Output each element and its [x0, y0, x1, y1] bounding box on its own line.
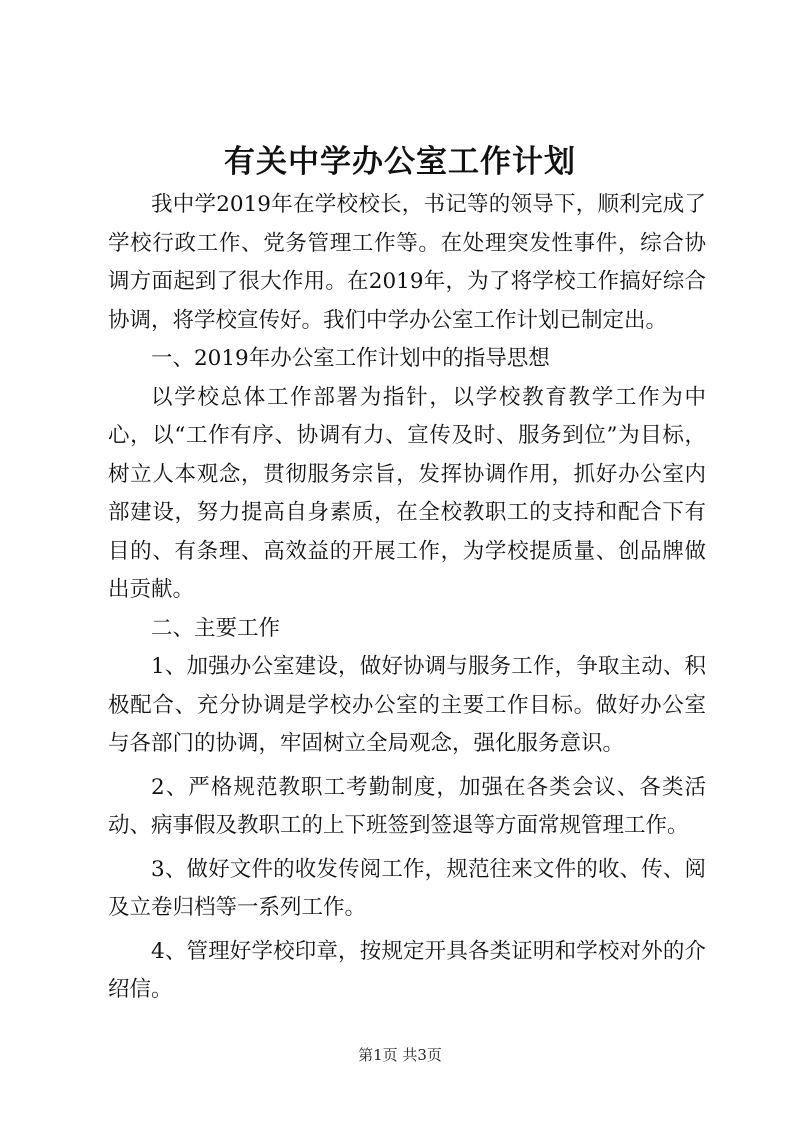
- paragraph-item-3: 3、做好文件的收发传阅工作，规范往来文件的收、传、阅及立卷归档等一系列工作。: [108, 856, 706, 920]
- paragraph-item-4: 4、管理好学校印章，按规定开具各类证明和学校对外的介绍信。: [108, 938, 706, 1002]
- paragraph-item-1: 1、加强办公室建设，做好协调与服务工作，争取主动、积极配合、充分协调是学校办公室的主要工作目标。做好办公室与各部门的协调，牢固树立全局观念，强化服务意识。: [108, 654, 706, 756]
- paragraph-item-2: 2、严格规范教职工考勤制度，加强在各类会议、各类活动、病事假及教职工的上下班签到签退等方面常规管理工作。: [108, 774, 706, 838]
- document-title: 有关中学办公室工作计划: [224, 144, 576, 180]
- heading-main-work: 二、主要工作: [151, 615, 281, 641]
- document-body: [108, 186, 706, 1010]
- page-number-footer: 第1页 共3页: [358, 1046, 442, 1064]
- paragraph-guiding-ideology: 以学校总体工作部署为指针，以学校教育教学工作为中心，以“工作有序、协调有力、宣传及时、服务到位”为目标，树立人本观念，贯彻服务宗旨，发挥协调作用，抓好办公室内部建设，努力提高自身素质，在全校教职工的支持和配合下有目的、有条理、高效益的开展工作，为学校提质量、创品牌做出贡献。: [108, 384, 706, 602]
- heading-guiding-ideology: 一、2019年办公室工作计划中的指导思想: [151, 346, 550, 371]
- paragraph-intro: 我中学2019年在学校校长，书记等的领导下，顺利完成了学校行政工作、党务管理工作等。在处理突发性事件，综合协调方面起到了很大作用。在2019年，为了将学校工作搞好综合协调，将学校宣传好。我们中学办公室工作计划已制定出。: [108, 192, 706, 333]
